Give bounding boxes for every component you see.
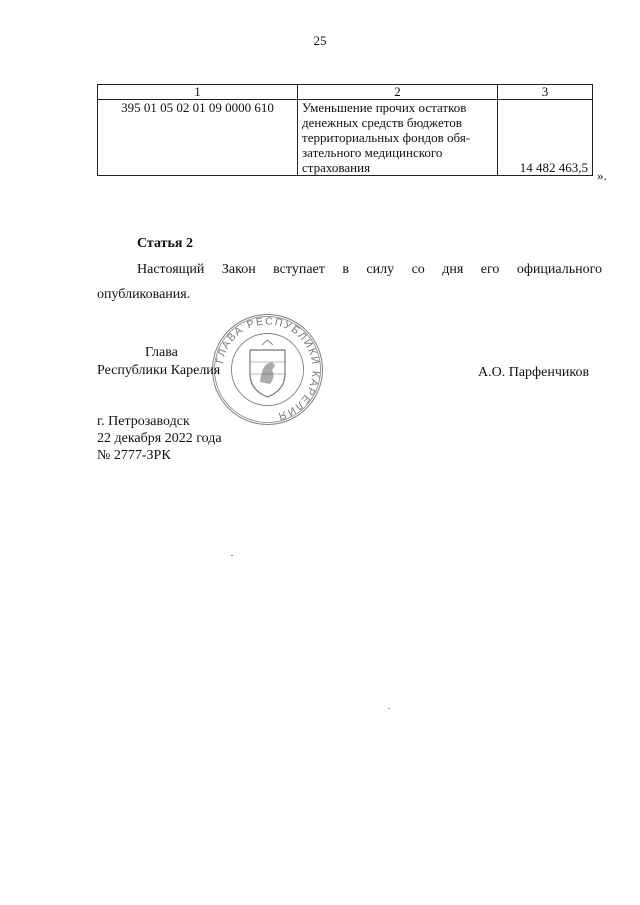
budget-table [97,84,593,176]
coat-of-arms-icon [250,340,285,397]
article-text-line: опубликования. [97,287,191,302]
description-line: Уменьшение прочих остатков [302,100,467,115]
description-cell [298,100,498,176]
page-number: 25 [313,33,327,48]
closing-quote: ». [597,168,607,183]
column-header-3: 3 [498,85,593,100]
signatory-title-region: Республики Карелия [97,363,221,378]
column-header-2: 2 [298,85,498,100]
signatory-name: А.О. Парфенчиков [478,365,590,380]
signatory-title: Глава [145,345,178,360]
seal-ring-text: ГЛАВА РЕСПУБЛИКИ КАРЕЛИЯ [213,315,322,423]
place-of-signing: г. Петрозаводск [97,414,190,429]
date-of-signing: 22 декабря 2022 года [97,431,222,446]
scan-speck [231,555,233,556]
law-number: № 2777-ЗРК [97,448,171,463]
description-line: страхования [302,160,371,175]
article-text-line: Настоящий Закон вступает в силу со дня его официального [137,262,602,277]
official-seal-stamp [210,312,325,427]
budget-code-cell: 395 01 05 02 01 09 0000 610 [98,100,298,176]
scan-speck [388,708,390,709]
table-header-row [98,85,593,100]
description-line: территориальных фондов обя- [302,130,471,145]
table-row [98,100,593,176]
column-header-1: 1 [98,85,298,100]
article-title: Статья 2 [137,236,193,251]
amount-cell: 14 482 463,5 [498,100,593,176]
description-line: зательного медицинского [302,145,443,160]
description-line: денежных средств бюджетов [302,115,462,130]
